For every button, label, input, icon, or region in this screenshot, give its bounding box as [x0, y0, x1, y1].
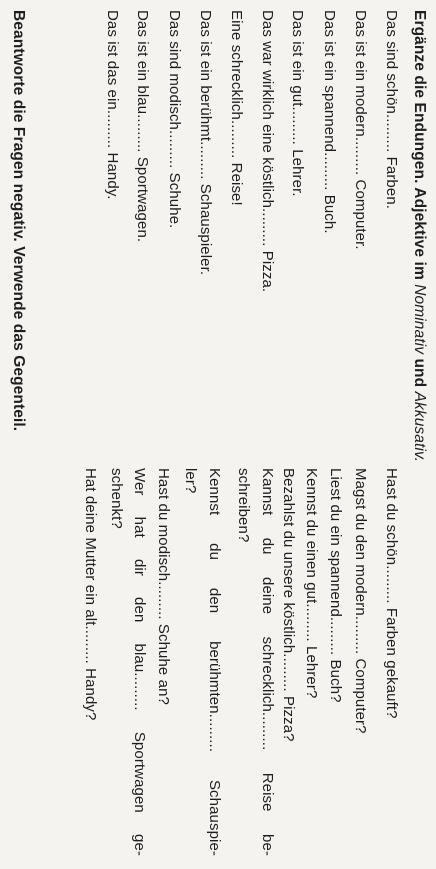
heading-1-nominativ: Nominativ — [411, 284, 428, 355]
left-item-5: Das war wirklich eine köstlich......... Pizza. — [259, 10, 276, 293]
right-item-6-line-2: schreiben? — [235, 468, 252, 543]
right-item-6-line-1: Kannst du deine schrecklich......... Reise be- — [259, 468, 276, 856]
right-item-10: Hat deine Mutter ein alt......... Handy? — [82, 468, 99, 721]
right-item-9-line-1: Wer hat dir den blau......... Sportwagen ge- — [131, 468, 148, 856]
left-item-3: Das ist ein spannend......... Buch. — [321, 10, 338, 234]
right-item-7-line-1: Kennst du den berühmten......... Schauspie- — [206, 468, 223, 856]
right-item-8: Hast du modisch......... Schuhe an? — [155, 468, 172, 705]
heading-1-und: und — [411, 354, 428, 392]
left-item-10: Das ist das ein......... Handy. — [104, 10, 121, 200]
right-item-1: Hast du schön......... Farben gekauft? — [383, 468, 400, 719]
exercise-heading-1 — [410, 10, 428, 462]
right-item-7-line-2: ler? — [182, 468, 199, 494]
right-item-2: Magst du den modern......... Computer? — [352, 468, 369, 734]
right-item-3: Liest du ein spannend......... Buch? — [327, 468, 344, 703]
left-item-9: Das ist ein blau......... Sportwagen. — [134, 10, 151, 243]
right-item-4: Kennst du einen gut......... Lehrer? — [303, 468, 320, 699]
heading-1-text: Ergänze die Endungen. Adjektive im — [411, 10, 428, 285]
heading-1-akkusativ: Akkusativ. — [411, 391, 428, 463]
left-item-7: Das ist ein berühmt......... Schauspieler. — [197, 10, 214, 276]
left-item-4: Das ist ein gut......... Lehrer. — [289, 10, 306, 197]
left-item-8: Das sind modisch......... Schuhe. — [166, 10, 183, 229]
exercise-heading-2: Beantworte die Fragen negativ. Verwende das Gegenteil. — [10, 10, 27, 432]
left-item-1: Das sind schön......... Farben. — [383, 10, 400, 210]
left-item-2: Das ist ein modern......... Computer. — [352, 10, 369, 250]
right-item-5: Bezahlst du unsere köstlich......... Pizza? — [280, 468, 297, 742]
right-item-9-line-2: schenkt? — [108, 468, 125, 529]
left-item-6: Eine schrecklich......... Reise! — [228, 10, 245, 206]
